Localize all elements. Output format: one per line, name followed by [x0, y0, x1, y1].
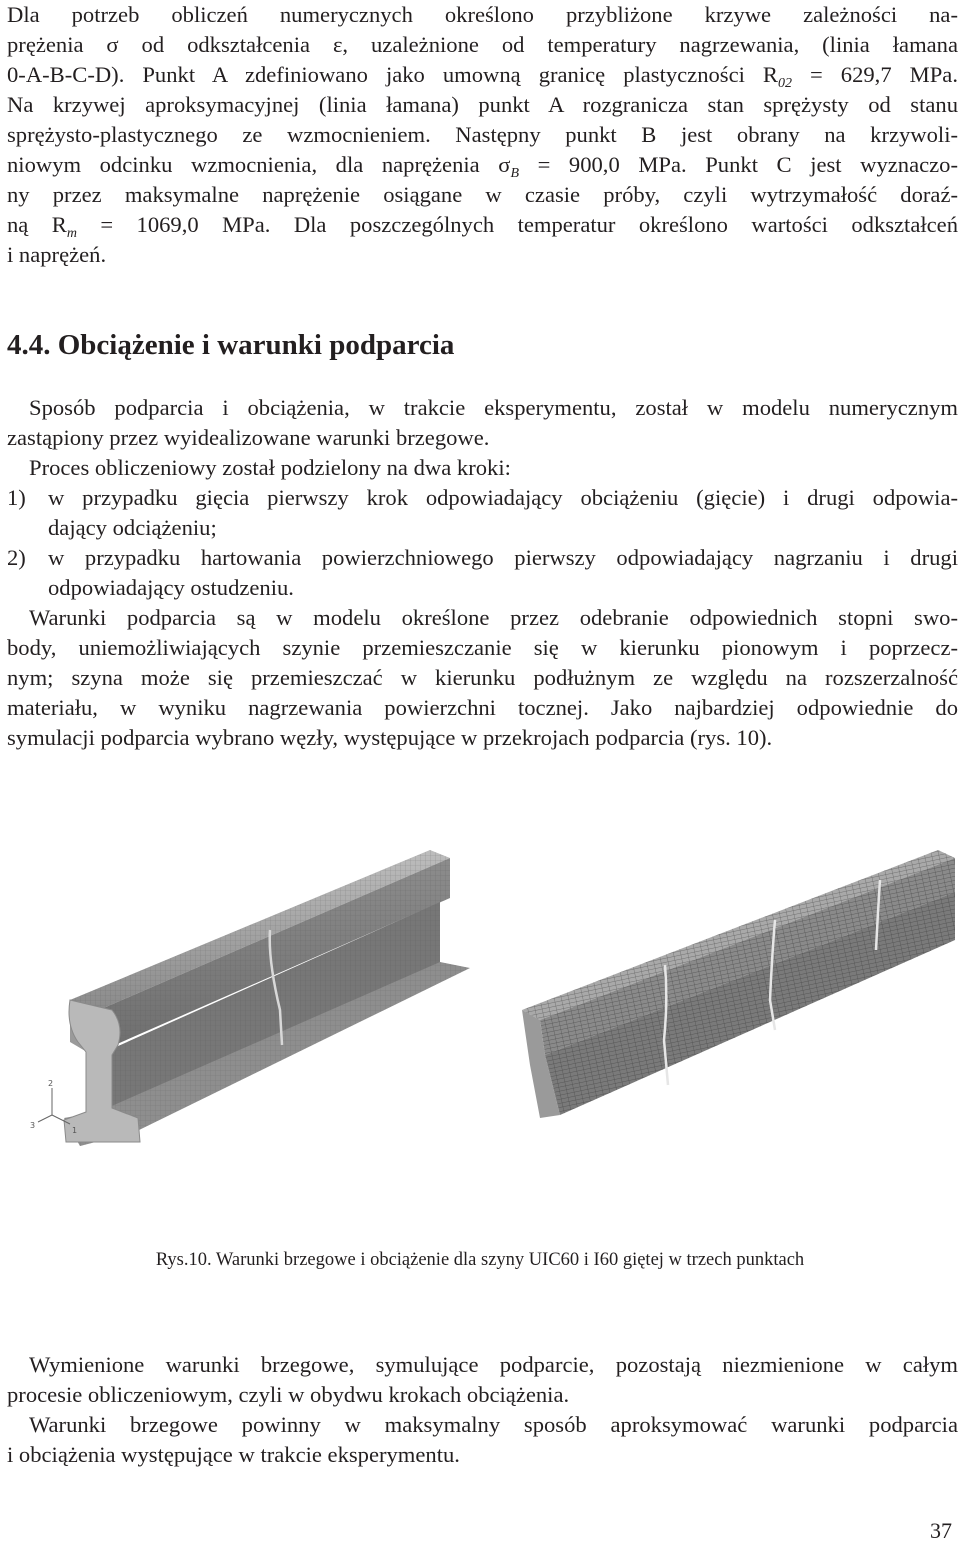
text-line: zastąpiony przez wyidealizowane warunki brzegowe. — [7, 425, 490, 450]
rail-models-illustration — [0, 850, 960, 1180]
intro-paragraph — [7, 0, 958, 270]
page-number: 37 — [930, 1518, 952, 1543]
text-line: i naprężeń. — [7, 242, 107, 267]
text-line: Wymienione warunki brzegowe, symulujące podparcie, pozostają niezmienione w całym — [29, 1352, 958, 1377]
text-line: symulacji podparcia wybrano węzły, występujące w przekrojach podparcia (rys. 10). — [7, 725, 773, 750]
body-paragraph-1 — [7, 393, 958, 483]
list-number: 2) — [7, 545, 26, 570]
text-line: Warunki brzegowe powinny w maksymalny sposób aproksymować warunki podparcia — [29, 1412, 958, 1437]
text-line: Na krzywej aproksymacyjnej (linia łamana) punkt A rozgranicza stan sprężysty od stanu — [7, 92, 958, 117]
text-line: body, uniemożliwiających szynie przemieszczanie się w kierunku pionowym i poprzecz- — [7, 635, 958, 660]
text-line: prężenia σ od odkształcenia ε, uzależnione od temperatury nagrzewania, (linia łamana — [7, 32, 958, 57]
text-line: nym; szyna może się przemieszczać w kierunku podłużnym ze względu na rozszerzalność — [7, 665, 958, 690]
text-line: i obciążenia występujące w trakcie eksperymentu. — [7, 1442, 460, 1467]
text-line: Dla potrzeb obliczeń numerycznych określono przybliżone krzywe zależności na- — [7, 2, 958, 27]
section-heading: 4.4. Obciążenie i warunki podparcia — [7, 329, 455, 361]
axis-label-3: 3 — [30, 1121, 36, 1130]
rail-i60-model — [522, 850, 955, 1118]
text-line: materiału, w wyniku nagrzewania powierzchni tocznej. Jako najbardziej odpowiednie do — [7, 695, 958, 720]
text-line: sprężysto-plastycznego ze wzmocnieniem. Następny punkt B jest obrany na krzywoli- — [7, 122, 958, 147]
text-line: 0-A-B-C-D). Punkt A zdefiniowano jako umowną granicę plastyczności $R_{02} = 629,7$ MPa. — [7, 62, 958, 91]
figure-caption: Rys.10. Warunki brzegowe i obciążenie dla szyny UIC60 i I60 giętej w trzech punktach — [155, 1250, 805, 1270]
text-line: Proces obliczeniowy został podzielony na dwa kroki: — [29, 455, 511, 480]
text-line: w przypadku gięcia pierwszy krok odpowiadający obciążeniu (gięcie) i drugi odpowia- — [48, 485, 958, 510]
text-line: procesie obliczeniowym, czyli w obydwu krokach obciążenia. — [7, 1382, 570, 1407]
axis-label-1: 1 — [72, 1126, 78, 1135]
text-line: Warunki podparcia są w modelu określone przez odebranie odpowiednich stopni swo- — [29, 605, 958, 630]
text-line: odpowiadający ostudzeniu. — [48, 575, 294, 600]
text-line: ny przez maksymalne naprężenie osiągane w czasie próby, czyli wytrzymałość doraź- — [7, 182, 958, 207]
body-paragraph-2 — [7, 603, 958, 753]
figure-rail-models — [0, 850, 960, 1180]
text-line: w przypadku hartowania powierzchniowego pierwszy odpowiadający nagrzaniu i drugi — [48, 545, 958, 570]
text-line: ną $R_m = 1069,0$ MPa. Dla poszczególnych temperatur określono wartości odkształceń — [7, 212, 958, 241]
subscript-m: m — [66, 226, 77, 241]
list-number: 1) — [7, 485, 26, 510]
rail-uic60-model — [30, 850, 470, 1146]
subscript-b: B — [510, 166, 520, 181]
subscript-02: 02 — [778, 76, 792, 91]
axis-label-2: 2 — [48, 1079, 54, 1088]
text-line: dający odciążeniu; — [48, 515, 217, 540]
text-line: Sposób podparcia i obciążenia, w trakcie eksperymentu, został w modelu numerycznym — [29, 395, 958, 420]
body-paragraph-3 — [7, 1350, 958, 1470]
text-line: niowym odcinku wzmocnienia, dla naprężenia $\sigma_B = 900,0$ MPa. Punkt C jest wyznaczo- — [7, 152, 958, 181]
